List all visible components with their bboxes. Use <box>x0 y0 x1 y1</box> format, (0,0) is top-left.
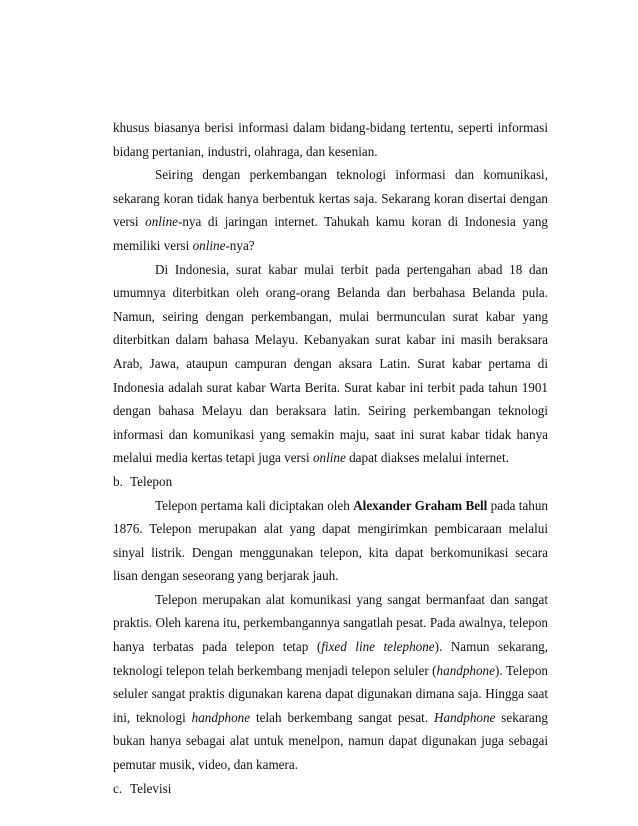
paragraph-text: -nya? <box>225 237 255 253</box>
italic-term: Handphone <box>434 709 496 725</box>
bold-name: Alexander Graham Bell <box>353 497 488 513</box>
paragraph-text: khusus biasanya berisi informasi dalam bidang-bidang tertentu, seperti informasi bidang pertanian, industri, olahraga, dan kesenian. <box>113 120 548 159</box>
paragraph-text: ). Namun sekarang, teknologi telepon telah berkembang menjadi telepon seluler ( <box>113 639 548 678</box>
document-page <box>113 116 548 800</box>
paragraph-text: ). Telepon seluler sangat praktis digunakan karena dapat digunakan dimana saja. Hingga saat ini, teknologi <box>113 662 548 725</box>
paragraph-koran-khusus <box>113 116 548 163</box>
italic-term: handphone <box>436 662 495 678</box>
paragraph-koran-online <box>113 163 548 257</box>
italic-term: handphone <box>191 709 251 725</box>
paragraph-surat-kabar-indonesia <box>113 258 548 470</box>
heading-letter: b. <box>113 473 123 489</box>
paragraph-telepon-development <box>113 588 548 777</box>
paragraph-text: Telepon pertama kali diciptakan oleh <box>155 497 354 513</box>
heading-letter: c. <box>113 780 123 796</box>
italic-term: online <box>192 237 226 253</box>
italic-term: fixed line telephone <box>321 639 435 655</box>
heading-title: Telepon <box>130 473 173 489</box>
paragraph-text: Telepon merupakan alat komunikasi yang sangat bermanfaat dan sangat praktis. Oleh karena itu, perkembangannya sangatlah pesat. Pada awalnya, telepon hanya terbatas pada telepon tetap ( <box>113 591 548 655</box>
paragraph-text: Seiring dengan perkembangan teknologi informasi dan komunikasi, sekarang koran tidak hanya berbentuk kertas saja. Sekarang koran disertai dengan versi <box>113 167 548 230</box>
paragraph-text: Di Indonesia, surat kabar mulai terbit pada pertengahan abad 18 dan umumnya diterbitkan oleh orang-orang Belanda dan berbahasa Belanda pula. Namun, seiring dengan perkembangan, mulai bermunculan surat kabar yang diterbitkan dalam bahasa Melayu. Kebanyakan surat kabar ini masih beraksara Arab, Jawa, ataupun campuran dengan aksara Latin. Surat kabar pertama di Indonesia adalah surat kabar Warta Berita. Surat kabar ini terbit pada tahun 1901 dengan bahasa Melayu dan beraksara latin. Seiring perkembangan teknologi informasi dan komunikasi yang semakin maju, saat ini surat kabar tidak hanya melalui media kertas tetapi juga versi <box>113 261 548 466</box>
section-heading-televisi <box>113 777 548 801</box>
italic-term: online <box>145 214 178 230</box>
paragraph-telepon-history <box>113 494 548 588</box>
paragraph-text: pada tahun 1876. Telepon merupakan alat yang dapat mengirimkan pembicaraan melalui sinyal listrik. Dengan menggunakan telepon, kita dapat berkomunikasi secara lisan dengan seseorang yang berjarak jauh. <box>113 497 549 584</box>
paragraph-text: telah berkembang sangat pesat. <box>250 709 435 725</box>
paragraph-text: sekarang bukan hanya sebagai alat untuk menelpon, namun dapat digunakan juga sebagai pemutar musik, video, dan kamera. <box>113 709 549 773</box>
paragraph-text: -nya di jaringan internet. Tahukah kamu koran di Indonesia yang memiliki versi <box>113 214 548 253</box>
heading-title: Televisi <box>130 780 172 796</box>
section-heading-telepon <box>113 470 548 494</box>
paragraph-text: dapat diakses melalui internet. <box>345 450 509 466</box>
italic-term: online <box>312 450 346 466</box>
